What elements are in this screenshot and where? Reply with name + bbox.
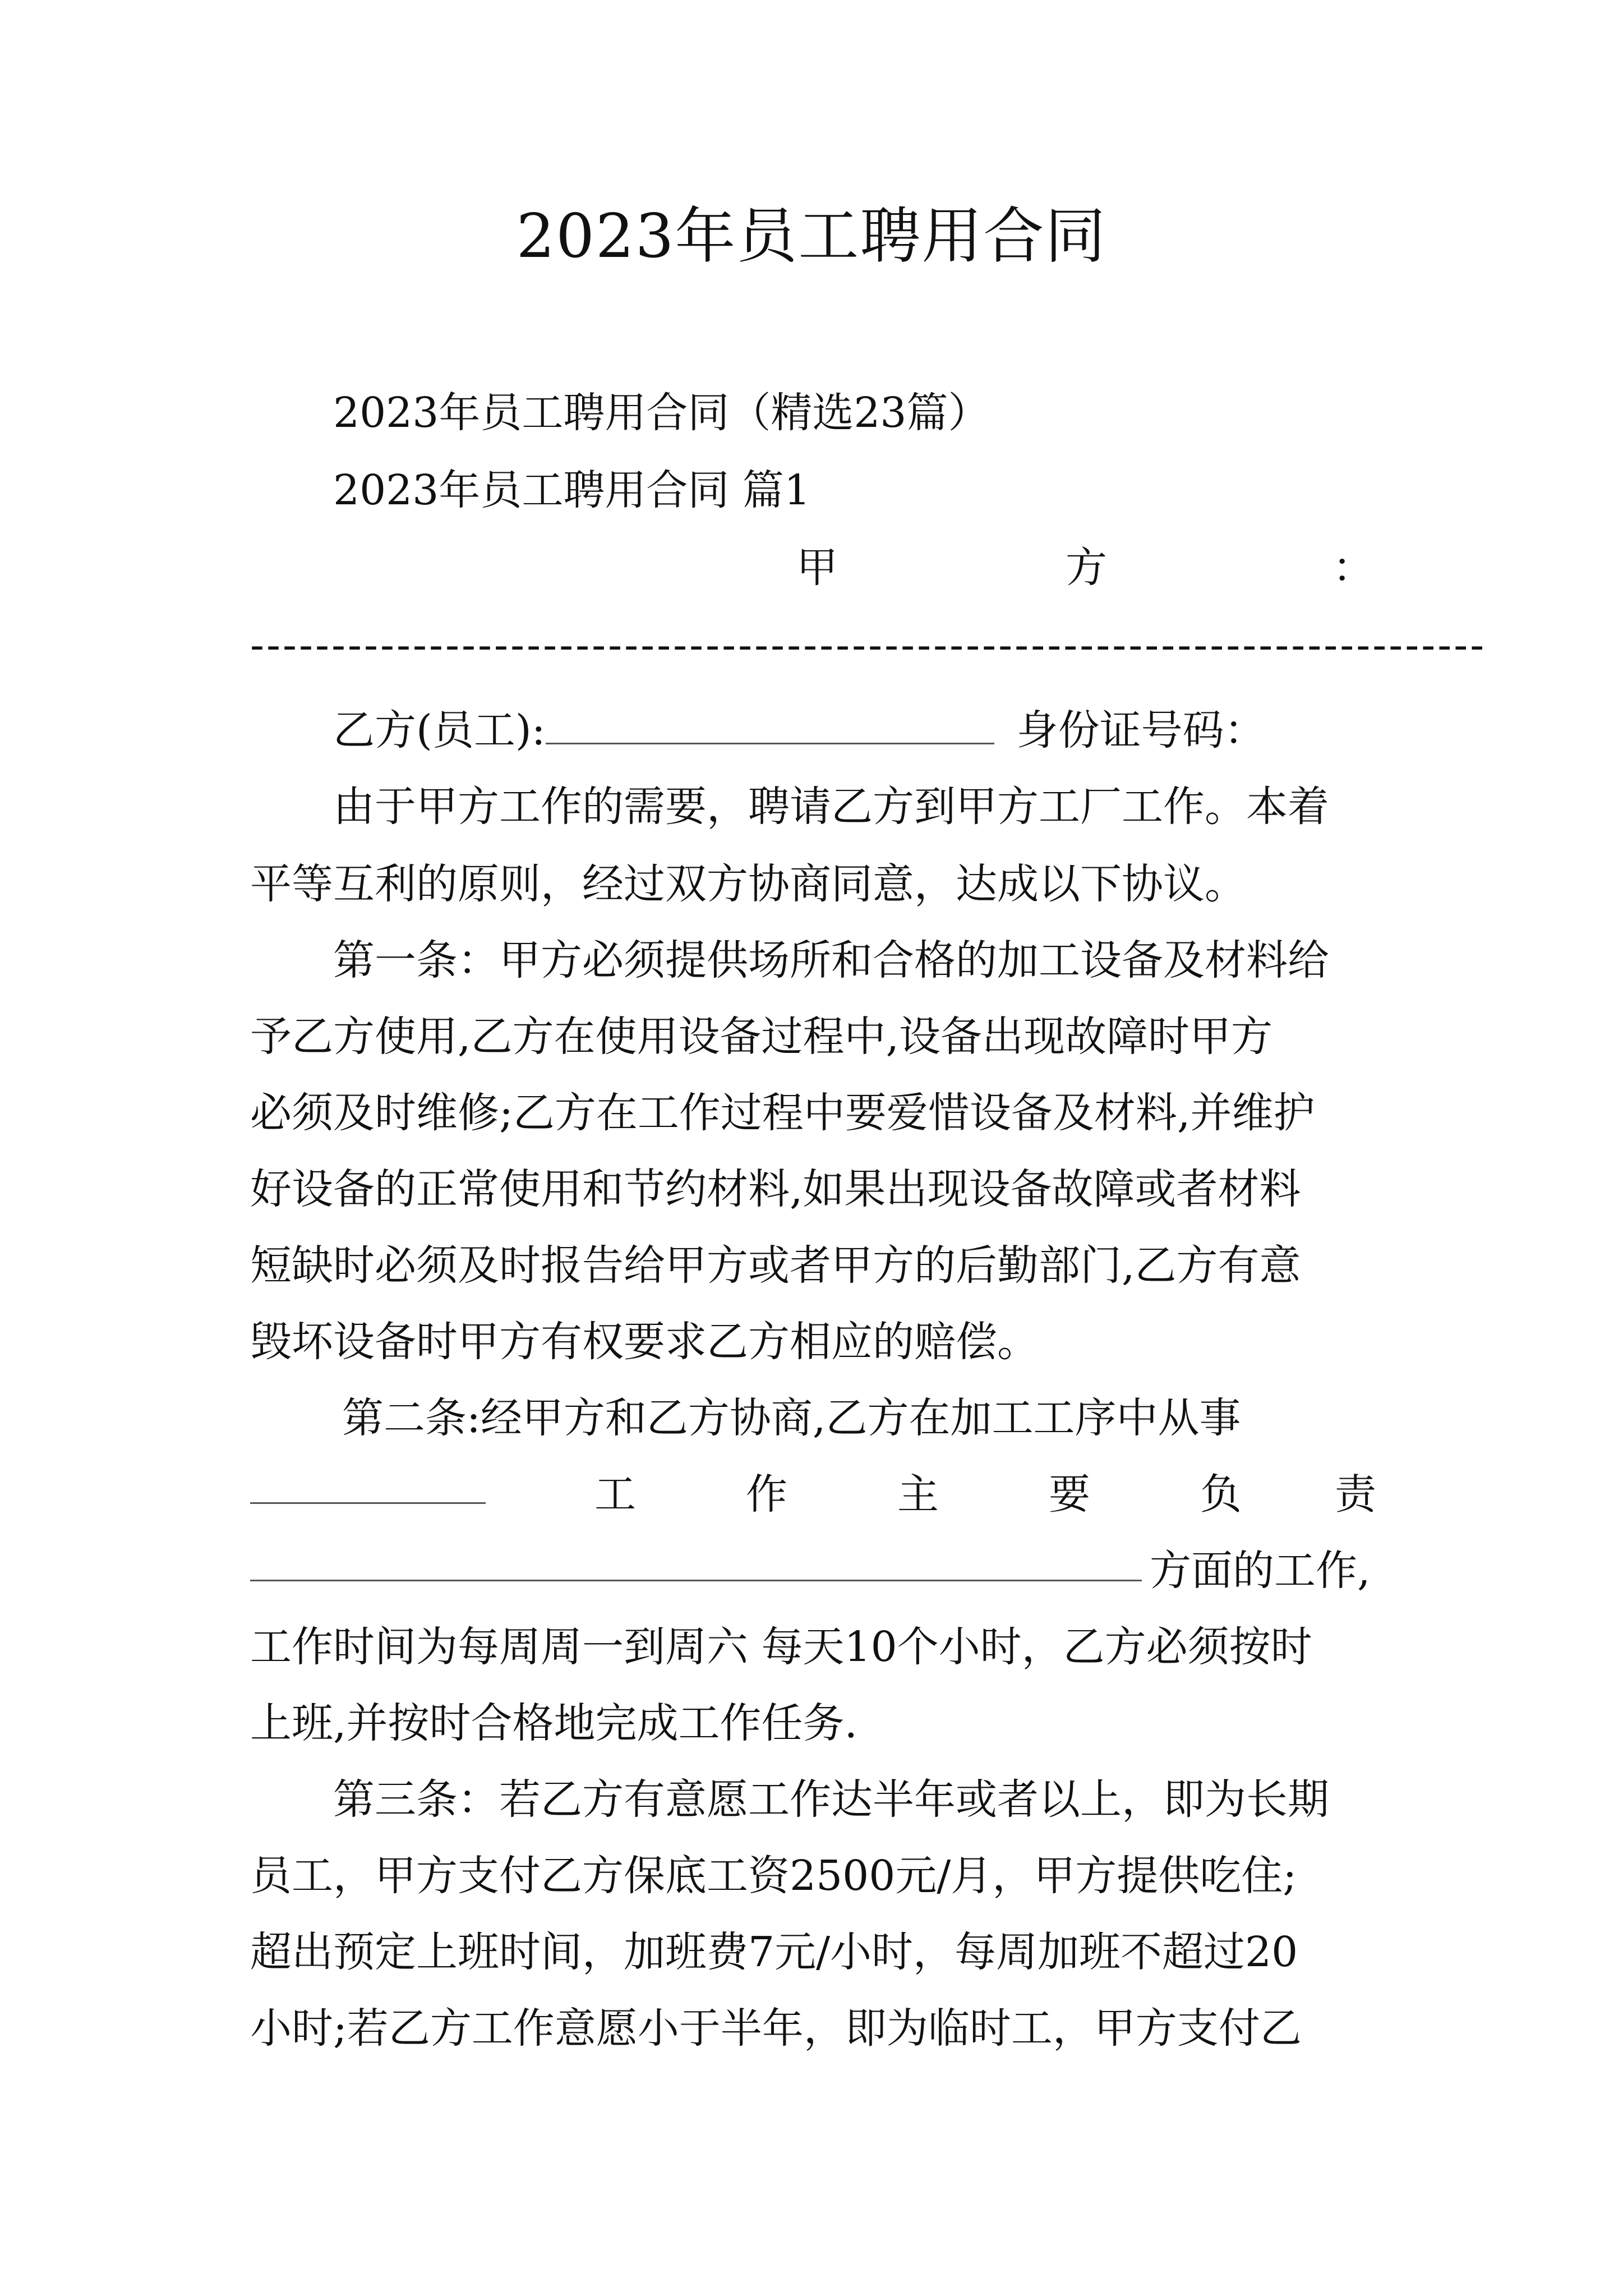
article-3-line: 超出预定上班时间，加班费7元/小时，每周加班不超过20 <box>250 1928 1298 1976</box>
work-position-blank[interactable] <box>250 1497 486 1504</box>
article-2-line: 上班,并按时合格地完成工作任务. <box>250 1699 858 1747</box>
section-heading: 2023年员工聘用合同 篇1 <box>333 466 810 514</box>
article-1-line: 好设备的正常使用和节约材料,如果出现设备故障或者材料 <box>250 1165 1301 1213</box>
spread-char: 负 <box>1200 1470 1242 1519</box>
party-a-char-2: 方 <box>1066 544 1107 592</box>
article-1-line: 毁坏设备时甲方有权要求乙方相应的赔偿。 <box>250 1318 1039 1366</box>
party-b-blank[interactable] <box>546 701 994 744</box>
responsibility-blank[interactable] <box>250 1574 1142 1581</box>
article-2-line: 第二条:经甲方和乙方协商,乙方在加工工序中从事 <box>342 1394 1241 1442</box>
article-3-line: 第三条：若乙方有意愿工作达半年或者以上，即为长期 <box>333 1775 1329 1824</box>
party-a-colon: ： <box>1332 544 1374 592</box>
spread-char: 工 <box>594 1470 636 1519</box>
party-a-fill-line: ---------------------------------------------------------------------------- <box>250 621 1487 669</box>
spread-char: 主 <box>897 1470 939 1519</box>
document-title: 2023年员工聘用合同 <box>516 201 1107 272</box>
party-b-row <box>333 701 1266 758</box>
spread-char: 作 <box>746 1470 787 1519</box>
article-3-line: 员工，甲方支付乙方保底工资2500元/月，甲方提供吃住; <box>250 1852 1297 1900</box>
article-2-line: 工作时间为每周周一到周六 每天10个小时，乙方必须按时 <box>250 1623 1312 1671</box>
article-1-line: 必须及时维修;乙方在工作过程中要爱惜设备及材料,并维护 <box>250 1089 1315 1137</box>
intro-line: 由于甲方工作的需要，聘请乙方到甲方工厂工作。本着 <box>333 783 1329 831</box>
document-subtitle: 2023年员工聘用合同（精选23篇） <box>333 389 990 437</box>
article-3-line: 小时;若乙方工作意愿小于半年，即为临时工，甲方支付乙 <box>250 2004 1302 2053</box>
article-1-line: 短缺时必须及时报告给甲方或者甲方的后勤部门,乙方有意 <box>250 1241 1301 1290</box>
spread-char: 要 <box>1049 1470 1090 1519</box>
article-2-line: 方面的工作, <box>1150 1547 1371 1595</box>
article-1-line: 予乙方使用,乙方在使用设备过程中,设备出现故障时甲方 <box>250 1013 1273 1061</box>
id-number-label: 身份证号码： <box>1016 706 1266 754</box>
spread-char: 责 <box>1335 1470 1376 1519</box>
intro-line: 平等互利的原则，经过双方协商同意，达成以下协议。 <box>250 860 1246 908</box>
party-a-char-1: 甲 <box>796 544 838 592</box>
article-1-line: 第一条：甲方必须提供场所和合格的加工设备及材料给 <box>333 936 1329 984</box>
party-b-label: 乙方(员工): <box>333 706 546 754</box>
